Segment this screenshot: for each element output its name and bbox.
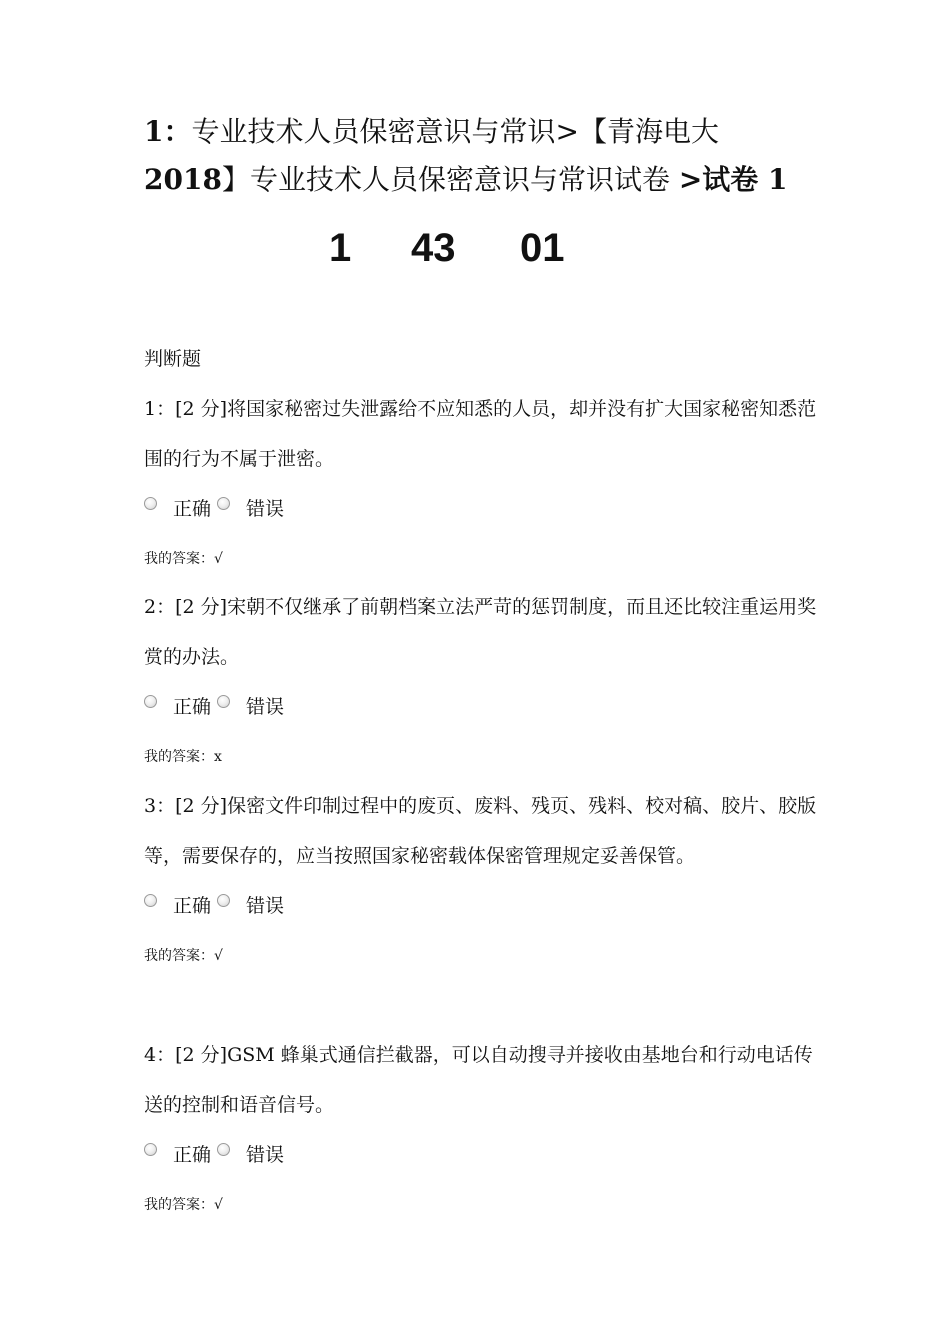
radio-true[interactable] [144,894,157,907]
title-number: 1： [144,115,192,148]
title-course: 专业技术人员保密意识与常识>【青海电大 [191,115,719,148]
question-number: 4： [144,1044,176,1066]
score-number-1: 1 [329,226,352,270]
radio-false[interactable] [217,497,230,510]
my-answer: 我的答案：x [144,749,222,765]
my-answer: 我的答案：√ [144,948,223,964]
question-score: [2 分] [175,795,228,817]
question-1 [144,384,824,584]
question-body: GSM 蜂巢式通信拦截器，可以自动搜寻并接收由基地台和行动电话传送的控制和语音信号。 [144,1044,813,1116]
question-4 [144,1030,824,1230]
title-paper: >试卷 1 [678,163,788,196]
question-body: 宋朝不仅继承了前朝档案立法严苛的惩罚制度，而且还比较注重运用奖赏的办法。 [144,596,817,668]
question-number: 3： [144,795,176,817]
question-2 [144,582,824,782]
question-text [144,781,824,881]
section-title: 判断题 [144,348,202,370]
score-number-3: 01 [520,226,565,270]
answer-options [144,1130,824,1180]
question-text [144,582,824,682]
question-number: 1： [144,398,176,420]
score-number-2: 43 [411,226,456,270]
option-true-label: 正确 [173,895,212,917]
option-false-label: 错误 [246,696,285,718]
question-body: 保密文件印制过程中的废页、废料、残页、残料、校对稿、胶片、胶版等，需要保存的，应当按照国家秘密载体保密管理规定妥善保管。 [144,795,817,867]
title-exam: 】专业技术人员保密意识与常识试卷 [221,163,679,196]
option-true-label: 正确 [173,1144,212,1166]
radio-true[interactable] [144,497,157,510]
radio-false[interactable] [217,894,230,907]
question-body: 将国家秘密过失泄露给不应知悉的人员，却并没有扩大国家秘密知悉范围的行为不属于泄密。 [144,398,817,470]
title-year: 2018 [144,163,222,196]
page-title [144,108,824,204]
answer-options [144,881,824,931]
question-text [144,384,824,484]
option-false-label: 错误 [246,498,285,520]
question-text [144,1030,824,1130]
my-answer: 我的答案：√ [144,551,223,567]
radio-true[interactable] [144,695,157,708]
option-false-label: 错误 [246,895,285,917]
question-number: 2： [144,596,176,618]
option-false-label: 错误 [246,1144,285,1166]
question-score: [2 分] [175,1044,228,1066]
score-numbers [0,226,950,282]
question-3 [144,781,824,981]
question-score: [2 分] [175,398,228,420]
answer-options [144,682,824,732]
answer-options [144,484,824,534]
question-score: [2 分] [175,596,228,618]
radio-false[interactable] [217,695,230,708]
option-true-label: 正确 [173,498,212,520]
radio-false[interactable] [217,1143,230,1156]
my-answer: 我的答案：√ [144,1197,223,1213]
radio-true[interactable] [144,1143,157,1156]
option-true-label: 正确 [173,696,212,718]
